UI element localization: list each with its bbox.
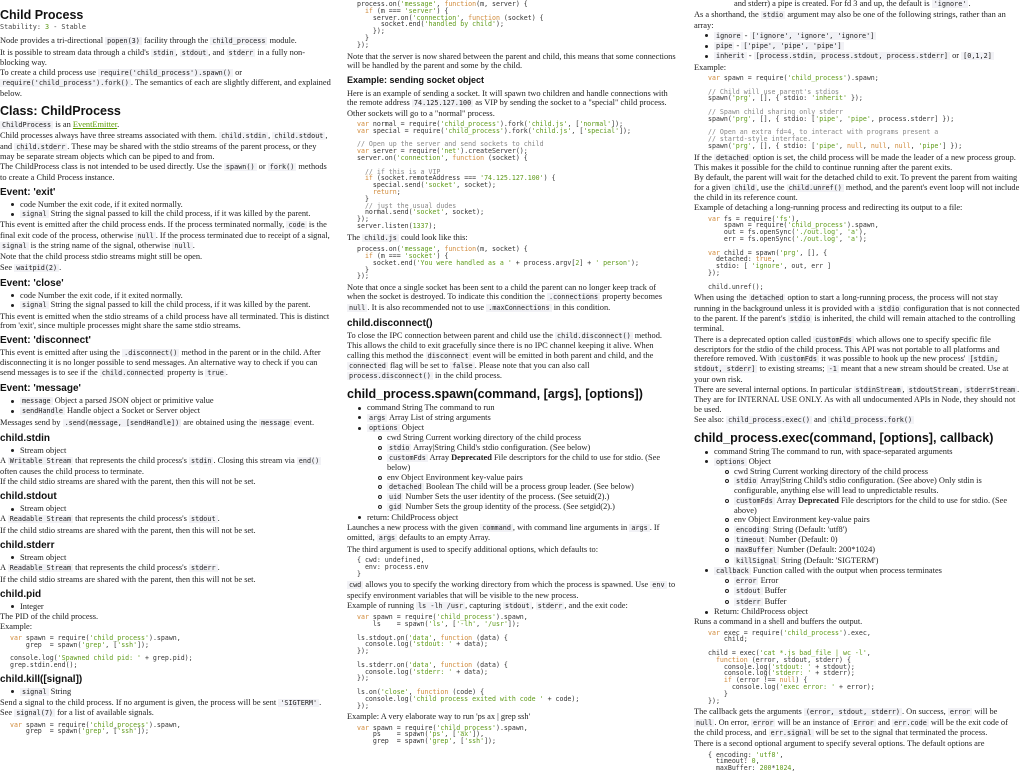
section-heading: child.stdout — [0, 491, 57, 503]
paragraph: To create a child process use require('child_process').spawn() or require('child_process').fork() . The semantics of each are slightly different, and explained below. — [0, 68, 331, 98]
inline-code: [stdin, stdout, stderr] — [694, 355, 999, 374]
list-continuation: and stderr) a pipe is created. For fd 3 and up, the default is 'ignore' . — [734, 0, 971, 8]
bullet-list — [20, 396, 332, 417]
paragraph: Note that the server is now shared between the parent and child, this means that some connections will be handled by the parent and some by the child. — [347, 51, 676, 70]
column-1 — [0, 0, 332, 738]
inline-code: env — [652, 581, 665, 590]
inline-code: [process.stdin, process.stdout, process.stderr] — [755, 52, 948, 61]
inline-code: stdout — [505, 601, 530, 610]
bullet-list — [20, 553, 332, 562]
inline-code: message — [22, 397, 51, 406]
inline-code: .disconnect() — [124, 349, 178, 358]
inline-code: connected — [349, 361, 386, 370]
paragraph: As a shorthand, the stdio argument may also be one of the following strings, rather than an array: — [694, 10, 1006, 30]
paragraph: By default, the parent will wait for the detached child to exit. To prevent the parent from waiting for a given child , use the child.unref() method, and the parent's event loop will not include the child in its reference count. — [694, 173, 1020, 203]
paragraph: There is a deprecated option called customFds which allows one to specify specific file descriptors for the stdio of the child process. This API was not portable to all platforms and therefore removed. With customFds it was possible to hook up the new process' [stdin, stdout, stderr] to existing streams; -1 meant that a new stream should be created. Use at your own risk. — [694, 334, 1009, 384]
paragraph: Send a signal to the child process. If no argument is given, the process will be sent 'SIGTERM' . See signal(7) for a list of available signals. — [0, 698, 322, 718]
paragraph: The PID of the child process. — [0, 612, 99, 622]
inline-code: require('child_process').fork() — [2, 79, 129, 88]
inline-code: customFds — [389, 453, 426, 462]
bullet-list — [20, 504, 332, 513]
code-block: var spawn = require('child_process').spawn, ps = spawn('ps', ['ax']), grep = spawn('grep', ['ssh']); — [357, 723, 528, 746]
inline-code: gid — [389, 503, 402, 512]
inline-code: spawn() — [225, 163, 255, 172]
paragraph: ChildProcess is an EventEmitter. — [2, 120, 120, 130]
list-item: options Object cwd String Current working directory of the child process stdio Array|String Child's stdio configuration. (See above) Only stdin is configurable, anything else will lead to unpredictable results. customFds Array Deprecated File descriptors for the child to use for stdio. (See above) env Object Environment key-value pairs encoding String (Default: 'utf8') timeout Number (Default: 0) maxBuffer Number (Default: 200*1024) killSignal String (Default: 'SIGTERM') — [714, 457, 1020, 566]
bullet-list — [367, 403, 676, 522]
inline-code: true — [207, 368, 224, 377]
inline-code: Error — [853, 718, 874, 727]
inline-code: stdoutStream — [908, 386, 958, 395]
inline-code: detached — [750, 294, 784, 303]
paragraph: Messages send by .send(message, [sendHandle]) are obtained using the message event. — [0, 417, 315, 427]
inline-code: child.stdout — [274, 132, 324, 141]
inline-code: -1 — [828, 365, 837, 374]
code-block: var spawn = require('child_process').spawn, ls = spawn('ls', ['-lh', '/usr']); ls.stdout.on('data', function (data) { console.log('stdout: ' + data); }); ls.stderr.on('data', function (data) { console.log('stderr: ' + data); }); ls.on('close', function (code) { console.log('child process exited with code ' + code); }); — [357, 613, 580, 710]
inline-code: stdout — [191, 515, 216, 524]
list-item: encoding String (Default: 'utf8') — [734, 525, 1020, 535]
paragraph: A Readable Stream that represents the child process's stdout . — [0, 514, 220, 524]
list-item: stdio Array|String Child's stdio configuration. (See above) Only stdin is configurable, anything else will lead to unpredictable results. — [734, 476, 1020, 496]
inline-code: stdio — [878, 304, 900, 313]
paragraph: Example: A very elaborate way to run 'ps ax | grep ssh' — [347, 712, 531, 722]
list-item: uid Number Sets the user identity of the process. (See setuid(2).) — [387, 492, 676, 502]
paragraph: The child.js could look like this: — [347, 232, 468, 242]
paragraph: If the detached option is set, the child process will be made the leader of a new process group. This makes it possible for the child to continue running after the parent exits. — [694, 152, 1016, 173]
bold-text: Deprecated — [798, 495, 839, 505]
inline-code: stderr — [736, 597, 761, 606]
bullet-list — [20, 446, 332, 455]
inline-code: cwd — [349, 581, 362, 590]
inline-code: encoding — [736, 525, 769, 534]
paragraph: If the child stdio streams are shared with the parent, then this will not be set. — [0, 574, 256, 584]
inline-code: command — [482, 524, 511, 533]
paragraph: To close the IPC connection between parent and child use the child.disconnect() method. This allows the child to exit gracefully since there is no IPC channel keeping it alive. When calling this method the disconnect event will be emitted in both parent and child, and the connected flag will be set to false . Please note that you can also call process.disconnect() in the child process. — [347, 330, 663, 381]
bullet-list — [734, 576, 1020, 607]
column-2-content — [347, 1, 676, 745]
bullet-list — [20, 687, 332, 697]
inline-code: ['ignore', 'ignore', 'ignore'] — [751, 31, 875, 40]
paragraph: There is a second optional argument to specify several options. The default options are — [694, 739, 985, 749]
inline-code: ChildProcess — [2, 121, 52, 130]
section-heading: Event: 'message' — [0, 383, 81, 395]
inline-code: args — [369, 413, 386, 422]
inline-code: maxBuffer — [736, 546, 773, 555]
inline-code: [0,1,2] — [963, 52, 992, 61]
bullet-list — [714, 31, 1020, 62]
code-block: var spawn = require('child_process').spawn, grep = spawn('grep', ['ssh']); console.log('Spawned child pid: ' + grep.pid); grep.stdin.end(); — [10, 633, 193, 669]
list-item: killSignal String (Default: 'SIGTERM') — [734, 556, 1020, 566]
list-item: Stream object — [20, 504, 332, 513]
section-heading: child.pid — [0, 588, 42, 600]
paragraph: Child processes always have three streams associated with them. child.stdin , child.stdout , and child.stderr . These may be shared with the stdio streams of the parent process, or they may be separate stream objects which can be piped to and from. — [0, 131, 328, 161]
inline-code: popen(3) — [107, 37, 140, 46]
list-item: signal String — [20, 687, 332, 697]
list-item: code Number the exit code, if it exited normally. — [20, 291, 332, 300]
link-eventemitter[interactable]: EventEmitter — [72, 120, 118, 130]
inline-code: stdio — [389, 443, 410, 452]
code-block: { cwd: undefined, env: process.env } — [357, 555, 429, 578]
inline-code: signal — [2, 242, 27, 251]
inline-code: stdout — [736, 587, 761, 596]
inline-code: require('child_process').spawn() — [100, 69, 231, 78]
section-heading: child_process.spawn(command, [args], [options]) — [347, 387, 643, 402]
list-item: inherit - [process.stdin, process.stdout, process.stderr] or [0,1,2] — [714, 51, 1020, 61]
inline-code: timeout — [736, 535, 765, 544]
paragraph: Example of detaching a long-running process and redirecting its output to a file: — [694, 203, 963, 213]
inline-code: ['pipe', 'pipe', 'pipe'] — [743, 42, 842, 51]
list-item: Stream object — [20, 553, 332, 562]
paragraph: The ChildProcess class is not intended to be used directly. Use the spawn() or fork() methods to create a Child Process instance. — [0, 162, 327, 182]
inline-code: error — [753, 718, 774, 727]
inline-code: signal(7) — [16, 709, 54, 718]
inline-code: child_process.exec() — [728, 415, 810, 424]
list-item: command String The command to run — [367, 403, 676, 412]
stability-name: Stable — [61, 23, 86, 31]
inline-code: ignore — [716, 31, 741, 40]
code-block: process.on('message', function(m, socket) { if (m === 'socket') { socket.end('You were handled as a ' + process.argv[2] + ' person'); } }); — [357, 245, 639, 281]
inline-code: waitpid(2) — [16, 263, 58, 272]
code-block: var spawn = require('child_process').spawn, grep = spawn('grep', ['ssh']); — [10, 720, 181, 736]
paragraph: The third argument is used to specify additional options, which defaults to: — [347, 544, 599, 554]
inline-code: stderrStream — [966, 386, 1016, 395]
inline-code: Readable Stream — [9, 564, 72, 573]
paragraph: This event is emitted after the child process ends. If the process terminated normally, code is the final exit code of the process, otherwise null . If the process terminated due to receipt of a signal, signal is the string name of the signal, otherwise null . — [0, 220, 330, 251]
bullet-list — [20, 602, 332, 611]
list-item: sendHandle Handle object a Socket or Server object — [20, 406, 332, 416]
inline-code: stdio — [736, 477, 757, 486]
code-block: var spawn = require('child_process').spawn; // Child will use parent's stdios spawn('prg', [], { stdio: 'inherit' }); // Spawn child sharing only stderr spawn('prg', [], { stdio: ['pipe', 'pipe', process.stderr] }); // Open an extra fd=4, to interact with programs present a // startd-style interface. spawn('prg', [], { stdio: ['pipe', null, null, null, 'pipe'] }); — [708, 74, 963, 151]
inline-code: child.disconnect() — [557, 331, 631, 340]
stability-separator: - — [53, 23, 58, 31]
section-heading: child.disconnect() — [347, 317, 433, 329]
inline-code: fork() — [269, 163, 295, 172]
inline-code: options — [716, 457, 745, 466]
list-item: customFds Array Deprecated File descriptors for the child to use for stdio. (See below) — [387, 453, 676, 473]
inline-code: child.connected — [101, 368, 164, 377]
section-heading: child_process.exec(command, [options], callback) — [694, 431, 994, 446]
paragraph: This event is emitted after using the .disconnect() method in the parent or in the child. After disconnecting it is no longer possible to send messages. An alternative way to check if you can send messages is to see if the child.connected property is true . — [0, 348, 321, 377]
section-heading: child.stderr — [0, 539, 55, 551]
paragraph: Example of running ls -lh /usr , capturing stdout , stderr , and the exit code: — [347, 600, 628, 610]
paragraph: Node provides a tri-directional popen(3) facility through the child_process module. — [0, 36, 297, 46]
inline-code: child.stderr — [16, 142, 66, 151]
paragraph: See waitpid(2) . — [0, 262, 62, 272]
list-item: options Object cwd String Current working directory of the child process stdio Array|String Child's stdio configuration. (See below) customFds Array Deprecated File descriptors for the child to use for stdio. (See below) env Object Environment key-value pairs detached Boolean The child will be a process group leader. (See below) uid Number Sets the user identity of the process. (See setuid(2).) gid Number Sets the group identity of the process. (See setgid(2).) — [367, 423, 676, 513]
section-heading: Event: 'disconnect' — [0, 335, 91, 347]
inline-code: false — [452, 361, 473, 370]
list-item: error Error — [734, 576, 1020, 586]
list-item: Return: ChildProcess object — [714, 607, 1020, 616]
inline-code: child — [734, 183, 755, 192]
section-heading: child.stdin — [0, 432, 50, 444]
inline-code: callback — [716, 566, 749, 575]
inline-code: inherit — [716, 52, 745, 61]
inline-code: process.disconnect() — [349, 372, 431, 381]
stability-indicator — [0, 23, 332, 32]
list-item: Integer — [20, 602, 332, 611]
code-block: { encoding: 'utf8', timeout: 0, maxBuffer: 200*1024, — [708, 750, 796, 773]
paragraph: Example: — [0, 622, 33, 632]
paragraph: Launches a new process with the given command , with command line arguments in args . If omitted, args defaults to an empty Array. — [347, 523, 660, 543]
inline-code: .connections — [549, 293, 599, 302]
list-item: stdout Buffer — [734, 586, 1020, 596]
paragraph: Runs a command in a shell and buffers the output. — [694, 617, 863, 627]
code-block: process.on('message', function(m, server) { if (m === 'server') { server.on('connection', function (socket) { socket.end('handled by child'); }); } }); — [357, 0, 544, 49]
paragraph: See also: child_process.exec() and child_process.fork() — [694, 414, 913, 424]
list-item: return: ChildProcess object — [367, 513, 676, 522]
paragraph: If the child stdio streams are shared with the parent, then this will not be set. — [0, 476, 256, 486]
list-item: env Object Environment key-value pairs — [387, 473, 676, 482]
paragraph: The callback gets the arguments (error, stdout, stderr) . On success, error will be null . On error, error will be an instance of Error and err.code will be the exit code of the child process, and err.signal will be set to the signal that terminated the process. — [694, 707, 1008, 737]
inline-code: null — [349, 303, 366, 312]
bullet-list — [387, 433, 676, 512]
inline-code: (error, stdout, stderr) — [805, 708, 900, 717]
inline-code: stderr — [191, 564, 216, 573]
inline-code: detached — [716, 153, 749, 162]
list-item: message Object a parsed JSON object or primitive value — [20, 396, 332, 406]
paragraph: There are several internal options. In particular stdinStream , stdoutStream , stderrStream . They are for INTERNAL USE ONLY. As with all undocumented APIs in Node, they should not be used. — [694, 385, 1020, 414]
inline-code: disconnect — [427, 351, 469, 360]
paragraph: Example: — [694, 62, 727, 72]
list-item: maxBuffer Number (Default: 200*1024) — [734, 545, 1020, 555]
section-heading: Event: 'exit' — [0, 186, 56, 198]
column-1-content — [0, 36, 332, 735]
inline-code: null — [174, 242, 191, 251]
paragraph: Note that the child process stdio streams might still be open. — [0, 252, 203, 262]
paragraph: This event is emitted when the stdio streams of a child process have all terminated. This is distinct from 'exit', since multiple processes might share the same stdio streams. — [0, 311, 330, 330]
inline-code: 'ignore' — [933, 0, 967, 8]
inline-code: stderr — [228, 48, 254, 57]
inline-code: code — [288, 221, 305, 230]
inline-code: stdin — [153, 48, 174, 57]
list-item: gid Number Sets the group identity of the process. (See setgid(2).) — [387, 502, 676, 512]
bold-text: Deprecated — [451, 452, 492, 462]
inline-code: stdin — [191, 457, 212, 466]
list-item: code Number the exit code, if it exited normally. — [20, 200, 332, 209]
inline-code: sendHandle — [22, 407, 63, 416]
inline-code: stdio — [789, 314, 811, 323]
inline-code: detached — [389, 482, 422, 491]
paragraph: cwd allows you to specify the working directory from which the process is spawned. Use env to specify environment variables that will be visible to the new process. — [347, 580, 676, 600]
column-2 — [344, 0, 676, 748]
column-3 — [688, 0, 1020, 775]
inline-code: ls -lh /usr — [418, 601, 464, 610]
section-heading: Class: ChildProcess — [0, 104, 121, 119]
inline-code: .maxConnections — [488, 303, 550, 312]
inline-code: error — [736, 577, 757, 586]
stability-label: Stability: — [0, 23, 41, 31]
inline-code: Readable Stream — [9, 515, 72, 524]
bullet-list — [20, 200, 332, 220]
section-heading: Event: 'close' — [0, 277, 64, 289]
section-heading: Example: sending socket object — [347, 75, 485, 86]
code-block: var fs = require('fs'), spawn = require('child_process').spawn, out = fs.openSync('./out.log', 'a'), err = fs.openSync('./out.log', 'a'); var child = spawn('prg', [], { detached: true, stdio: [ 'ignore', out, err ] }); child.unref(); — [708, 214, 879, 291]
paragraph: When using the detached option to start a long-running process, the process will not stay running in the background unless it is provided with a stdio configuration that is not connected to the parent. If the parent's stdio is inherited, the child will remain attached to the controlling terminal. — [694, 293, 1020, 334]
list-item: args Array List of string arguments — [367, 413, 676, 423]
bullet-list — [714, 447, 1020, 616]
inline-code: 74.125.127.100 — [413, 99, 472, 108]
inline-code: args — [631, 524, 648, 533]
inline-code: child_process — [212, 37, 266, 46]
inline-code: args — [378, 534, 396, 543]
inline-code: signal — [22, 210, 47, 219]
inline-code: customFds — [736, 496, 773, 505]
code-block: var normal = require('child_process').fork('child.js', ['normal']); var special = require('child_process').fork('child.js', ['special']); // Open up the server and send sockets to child var server = require('net').createServer(); server.on('connection', function (socket) { // if this is a VIP if (socket.remoteAddress === '74.125.127.100') { special.send('socket', socket); return; } // just the usual dudes normal.send('socket', socket); }); server.listen(1337); — [357, 120, 631, 231]
paragraph: Note that once a single socket has been sent to a child the parent can no longer keep track of when the socket is destroyed. To indicate this condition the .connections property becomes null . It is also recommended not to use .maxConnections in this condition. — [347, 283, 662, 312]
inline-code: error — [949, 708, 971, 717]
inline-code: uid — [389, 493, 402, 502]
list-item: env Object Environment key-value pairs — [734, 515, 1020, 524]
inline-code: signal — [22, 301, 47, 310]
list-item: command String The command to run, with space-separated arguments — [714, 447, 1020, 456]
code-block: var exec = require('child_process').exec, child; child = exec('cat *.js bad_file | wc -l', function (error, stdout, stderr) { console.log('stdout: ' + stdout); console.log('stderr: ' + stderr); if (error !== null) { console.log('exec error: ' + error); } }); — [708, 628, 875, 705]
inline-code: pipe — [716, 42, 733, 51]
inline-code: .send(message, [sendHandle]) — [64, 418, 180, 427]
paragraph: A Writable Stream that represents the child process's stdin . Closing this stream via end() often causes the child process to terminate. — [0, 456, 320, 476]
list-item: stdio Array|String Child's stdio configuration. (See below) — [387, 443, 676, 453]
paragraph: If the child stdio streams are shared with the parent, then this will not be set. — [0, 525, 256, 535]
list-item: cwd String Current working directory of the child process — [734, 467, 1020, 476]
list-item: Stream object — [20, 446, 332, 455]
bullet-list — [20, 291, 332, 311]
inline-code: child_process.fork() — [830, 415, 913, 424]
inline-code: child.unref() — [788, 183, 842, 192]
list-item: cwd String Current working directory of the child process — [387, 433, 676, 442]
stability-level: 3 — [45, 23, 50, 31]
inline-code: Writable Stream — [9, 457, 72, 466]
inline-code: killSignal — [736, 556, 777, 565]
list-item: customFds Array Deprecated File descriptors for the child to use for stdio. (See above) — [734, 496, 1020, 516]
inline-code: child.js — [364, 233, 397, 242]
section-heading: child.kill([signal]) — [0, 673, 83, 685]
column-3-content — [694, 0, 1020, 772]
inline-code: stderr — [537, 601, 563, 610]
inline-code: end() — [298, 457, 320, 466]
inline-code: customFds — [815, 335, 852, 344]
paragraph: A Readable Stream that represents the child process's stderr . — [0, 563, 220, 573]
list-item: timeout Number (Default: 0) — [734, 535, 1020, 545]
page-title: Child Process — [0, 8, 84, 22]
inline-code: null — [696, 718, 713, 727]
paragraph: Here is an example of sending a socket. It will spawn two children and handle connections with the remote address 74.125.127.100 as VIP by sending the socket to a "special" child process. Other sockets will go to a "normal" process. — [347, 89, 668, 118]
inline-code: signal — [22, 687, 47, 696]
inline-code: stdio — [762, 11, 784, 20]
inline-code: customFds — [780, 355, 817, 364]
list-item: detached Boolean The child will be a process group leader. (See below) — [387, 482, 676, 492]
bullet-list — [734, 467, 1020, 566]
list-item: stderr Buffer — [734, 597, 1020, 607]
inline-code: options — [369, 424, 398, 433]
inline-code: null — [137, 231, 154, 240]
inline-code: stdout — [181, 48, 207, 57]
list-item: pipe - ['pipe', 'pipe', 'pipe'] — [714, 41, 1020, 51]
inline-code: child.stdin — [221, 132, 267, 141]
inline-code: stdinStream — [855, 386, 901, 395]
list-item: signal String the signal passed to kill the child process, if it was killed by the parent. — [20, 209, 332, 219]
list-item: callback Function called with the output when process terminates error Error stdout Buffer stderr Buffer — [714, 566, 1020, 607]
inline-code: err.code — [894, 718, 927, 727]
inline-code: 'SIGTERM' — [280, 699, 318, 708]
inline-code: err.signal — [770, 728, 812, 737]
list-item: ignore - ['ignore', 'ignore', 'ignore'] — [714, 31, 1020, 41]
paragraph: It is possible to stream data through a child's stdin , stdout , and stderr in a fully non-blocking way. — [0, 47, 306, 67]
list-item: signal String the signal passed to kill the child process, if it was killed by the parent. — [20, 300, 332, 310]
inline-code: message — [261, 418, 290, 427]
